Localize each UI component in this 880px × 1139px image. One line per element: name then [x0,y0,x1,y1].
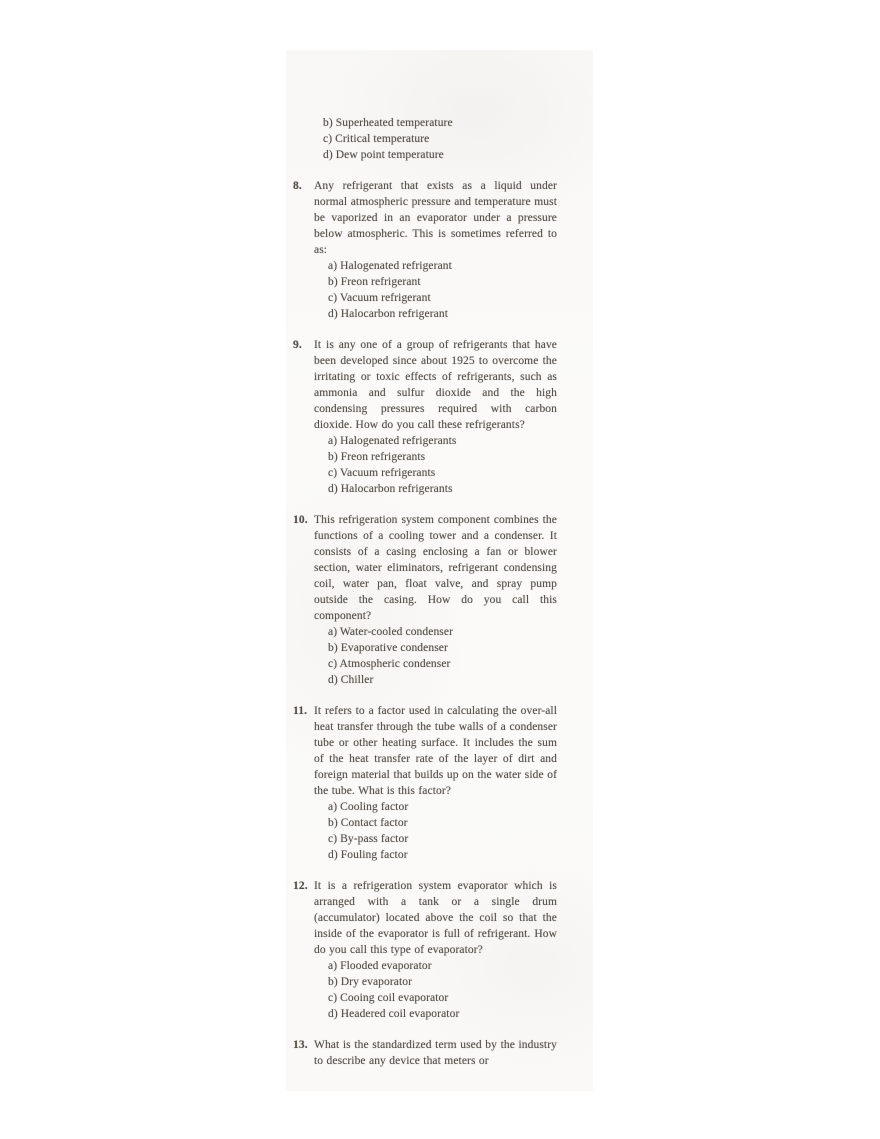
question-text: Any refrigerant that exists as a liquid under normal atmospheric pressure and temperature must be vaporized in an evaporator under a pressure below atmospheric. This is sometimes referred to as: [314,180,557,256]
question-9 [293,337,557,497]
question-number: 10. [293,514,308,526]
question-11 [293,703,557,863]
question-text: This refrigeration system component combines the functions of a cooling tower and a condenser. It consists of a casing enclosing a fan or blower section, water eliminators, refrigerant condensing coil, water pan, float valve, and spray pump outside the casing. How do you call this component? [314,514,557,622]
question-text: What is the standardized term used by the industry to describe any device that meters or [314,1039,557,1067]
carryover-options [323,115,557,163]
answer-options [328,799,557,863]
answer-option: c) By-pass factor [328,833,409,845]
question-body [314,512,557,688]
question-text: It is a refrigeration system evaporator which is arranged with a tank or a single drum (accumulator) located above the coil so that the inside of the evaporator is full of refrigerant. How do you call this type of evaporator? [314,880,557,956]
answer-option: d) Headered coil evaporator [328,1008,460,1020]
question-12 [293,878,557,1022]
question-body [314,337,557,497]
answer-option: d) Dew point temperature [323,149,444,161]
answer-option: a) Flooded evaporator [328,960,432,972]
answer-option: d) Halocarbon refrigerants [328,483,453,495]
question-number: 9. [293,339,302,351]
question-number: 11. [293,705,308,717]
question-number: 13. [293,1039,308,1051]
answer-option: c) Vacuum refrigerants [328,467,436,479]
answer-options [328,433,557,497]
scanned-page [286,50,593,1091]
question-body [314,1037,557,1069]
question-body [314,178,557,322]
answer-option: d) Chiller [328,674,374,686]
question-number: 8. [293,180,302,192]
answer-options [328,624,557,688]
answer-option: c) Vacuum refrigerant [328,292,431,304]
answer-option: b) Superheated temperature [323,117,453,129]
question-8 [293,178,557,322]
question-body [314,703,557,863]
question-13 [293,1037,557,1069]
question-10 [293,512,557,688]
answer-option: b) Freon refrigerant [328,276,421,288]
answer-option: a) Halogenated refrigerant [328,260,452,272]
page-content [293,115,557,1069]
answer-option: b) Evaporative condenser [328,642,448,654]
answer-option: d) Fouling factor [328,849,408,861]
answer-option: a) Water-cooled condenser [328,626,454,638]
answer-option: c) Critical temperature [323,133,430,145]
answer-option: c) Atmospheric condenser [328,658,451,670]
question-body [314,878,557,1022]
answer-option: b) Freon refrigerants [328,451,426,463]
answer-options [328,258,557,322]
answer-option: d) Halocarbon refrigerant [328,308,448,320]
answer-options [328,958,557,1022]
answer-option: b) Contact factor [328,817,408,829]
answer-option: c) Cooing coil evaporator [328,992,449,1004]
answer-option: b) Dry evaporator [328,976,413,988]
answer-option: a) Halogenated refrigerants [328,435,457,447]
question-text: It is any one of a group of refrigerants that have been developed since about 1925 to overcome the irritating or toxic effects of refrigerants, such as ammonia and sulfur dioxide and the high condensing pressures required with carbon dioxide. How do you call these refrigerants? [314,339,557,431]
answer-option: a) Cooling factor [328,801,409,813]
question-text: It refers to a factor used in calculating the over-all heat transfer through the tube walls of a condenser tube or other heating surface. It includes the sum of the heat transfer rate of the layer of dirt and foreign material that builds up on the water side of the tube. What is this factor? [314,705,557,797]
question-number: 12. [293,880,308,892]
